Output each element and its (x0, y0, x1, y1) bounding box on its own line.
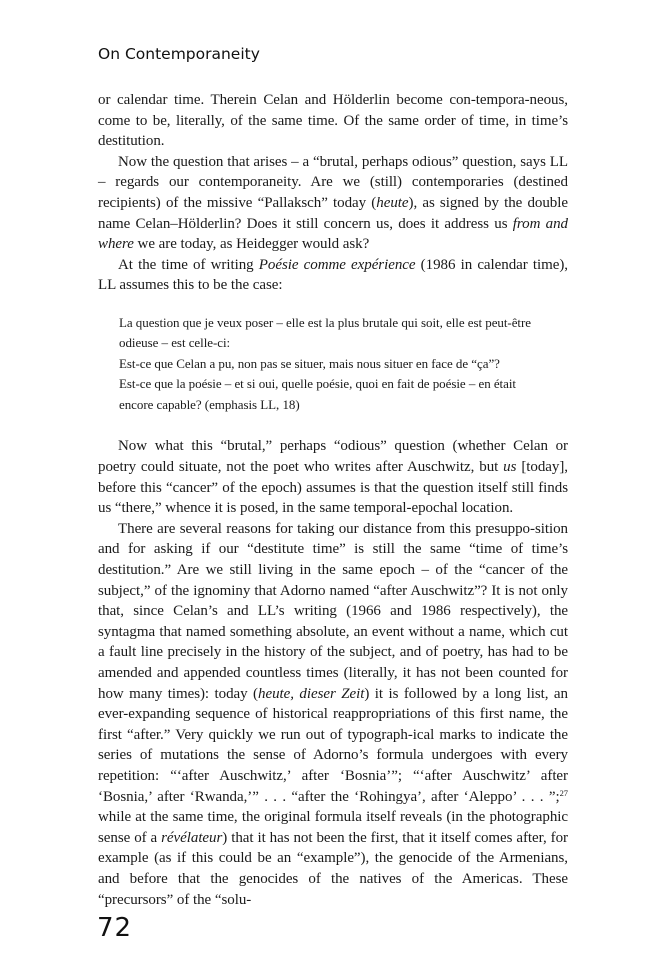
italic-span: révélateur (161, 829, 223, 846)
italic-span: Poésie comme expérience (258, 256, 416, 273)
text-span: (1986 in calendar time), LL assumes this to be the case: (98, 256, 568, 294)
text-span: ) that it has not been the first, that it itself comes after, for example (as if this could be an “example”), the genocide of the Armenians, and before that the genocides of the natives of the Americas. These “precursors” of the “solu- (98, 829, 569, 908)
paragraph-4 (98, 436, 568, 518)
quote-line: La question que je veux poser – elle est la plus brutale qui soit, elle est peut-être odieuse – est celle-ci: (119, 314, 531, 351)
footnote-marker[interactable]: 27 (559, 787, 568, 798)
italic-span: heute (376, 194, 409, 211)
page-number: 72 (97, 913, 133, 943)
paragraph-1: or calendar time. Therein Celan and Hölderlin become con-tempora-neous, come to be, literally, of the same time. Of the same order of time, in time’s destitution. (98, 92, 568, 150)
text-span: Now the question that arises – a “brutal, perhaps odious” question, says LL – regards our contemporaneity. Are we (still) contemporaries (destined recipients) of the missive “Pallaksch” today ( (98, 153, 568, 211)
text-span: There are several reasons for taking our distance from this presuppo-sition and for asking if our “destitute time” is still the same “time of time’s destitution.” Are we still living in the same epoch – of the “cancer of the subject,” of the ignominy that Adorno named “after Auschwitz”? It is not only that, since Celan’s and LL’s writing (1966 and 1986 respectively), the syntagma that named something absolute, an event without a name, which cut a fault line precisely in the history of the subject, and of poetry, has had to be amended and appended countless times (literally, it has not been counted for how many times): today ( (98, 520, 568, 702)
block-quote (119, 313, 549, 416)
quote-line: Est-ce que la poésie – et si oui, quelle poésie, quoi en fait de poésie – en était encore capable? (emphasis LL, 18) (119, 376, 516, 412)
text-span: while at the same time, the original formula itself reveals (in the photographic sense of a (98, 809, 568, 846)
paragraph-3 (98, 255, 568, 296)
text-span: [today], before this “cancer” of the epoch) assumes is that the question itself still finds us “there,” whence it is posed, in the same temporal-epochal location. (98, 459, 568, 517)
body-text (98, 90, 568, 910)
text-span: At the time of writing (118, 256, 259, 273)
paragraph-2 (98, 152, 568, 255)
quote-line: Est-ce que Celan a pu, non pas se situer, mais nous situer en face de “ça”? (119, 355, 500, 371)
italic-span: from and where (98, 215, 568, 253)
italic-span: us (503, 459, 517, 476)
text-span: we are today, as Heidegger would ask? (133, 236, 370, 253)
text-span: Now what this “brutal,” perhaps “odious” question (whether Celan or poetry could situate, not the poet who writes after Auschwitz, but (98, 438, 568, 476)
paragraph-5 (98, 519, 568, 910)
italic-span: heute, dieser Zeit (258, 685, 365, 702)
text-span: ) it is followed by a long list, an ever-expanding sequence of historical reappropriations of this first name, the first “after.” Very quickly we run out of typograph-ical marks to indicate the series of mutations the sense of Adorno’s formula undergoes with every repetition: “‘after Auschwitz,’ after ‘Bosnia’”; “‘after Auschwitz’ after ‘Bosnia,’ after ‘Rwanda,’” . . . “after the ‘Rohingya’, after ‘Aleppo’ . . . ”; (98, 685, 568, 805)
text-span: ), as signed by the double name Celan–Hölderlin? Does it still concern us, does it address us (98, 194, 568, 232)
running-header: On Contemporaneity (98, 45, 260, 63)
